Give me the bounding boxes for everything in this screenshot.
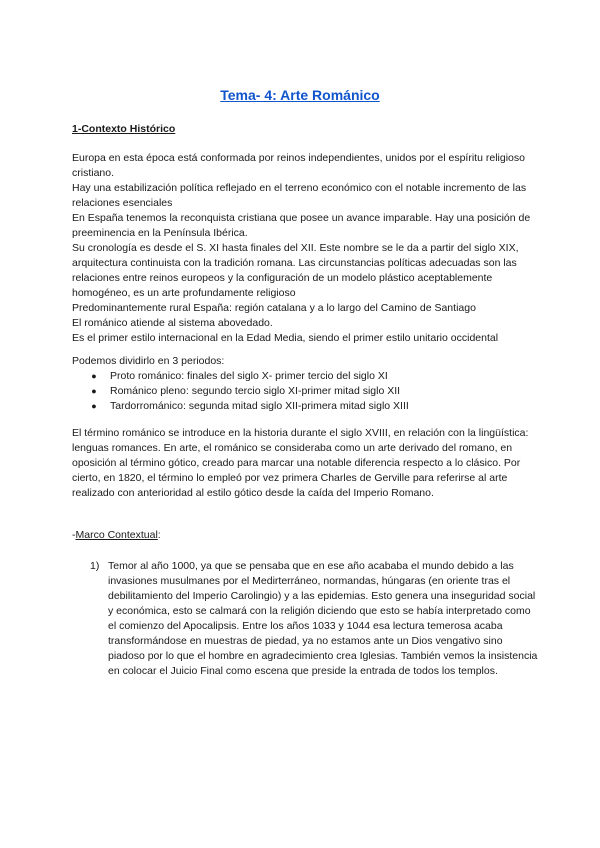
list-item <box>72 369 532 384</box>
marco-suffix: : <box>157 529 161 541</box>
marco-contextual-heading <box>72 529 161 541</box>
marco-heading-text: Marco Contextual <box>75 529 158 541</box>
marco-prefix: - <box>72 529 76 541</box>
periods-intro: Podemos dividirlo en 3 periodos: <box>72 355 225 367</box>
term-paragraph-block <box>72 426 532 501</box>
periods-section <box>72 354 532 414</box>
item-number: 1) <box>90 560 100 572</box>
list-item-text: Tardorrománico: segunda mitad siglo XII-primera mitad siglo XIII <box>110 400 409 412</box>
paragraph: Su cronología es desde el S. XI hasta finales del XII. Este nombre se le da a partir del siglo XIX, arquitectura continuista con la tradición romana. Las circunstancias políticas adecuadas son las relaciones entre reinos europeos y la configuración de un modelo plástico aceptablemente homogéneo, es un arte profundamente religioso <box>72 242 519 299</box>
paragraph: Predominantemente rural España: región catalana y a lo largo del Camino de Santiago <box>72 302 476 314</box>
bullet-icon: ● <box>91 386 97 396</box>
list-item-text: Proto románico: finales del siglo X- primer tercio del siglo XI <box>110 370 388 382</box>
paragraph: Hay una estabilización política reflejado en el terreno económico con el notable incremento de las relaciones esenciales <box>72 182 527 209</box>
numbered-item <box>90 559 538 679</box>
context-paragraphs <box>72 151 532 346</box>
paragraph: El románico atiende al sistema abovedado. <box>72 317 273 329</box>
list-item-text: Románico pleno: segundo tercio siglo XI-primer mitad siglo XII <box>110 385 401 397</box>
page-title: Tema- 4: Arte Románico <box>220 87 380 103</box>
paragraph: En España tenemos la reconquista cristiana que posee un avance imparable. Hay una posición de preeminencia en la Península Ibérica. <box>72 212 531 239</box>
paragraph: Es el primer estilo internacional en la Edad Media, siendo el primer estilo unitario occidental <box>72 332 499 344</box>
periods-list <box>72 369 532 414</box>
numbered-item-text: Temor al año 1000, ya que se pensaba que en ese año acababa el mundo debido a las invasiones musulmanes por el Medirterráneo, normandas, húngaras (en oriente tras el debilitamiento del Imperio Carolingio) y a las epidemias. Esto genera una inseguridad social y económica, esto se calmará con la religión diciendo que esto se había interpretado como el comienzo del Apocalipsis. Entre los años 1033 y 1044 esa lectura temerosa acaba transformándose en muestras de piedad, ya no estamos ante un Dios vengativo sino piadoso por lo que el hombre en agradecimiento crea Iglesias. También vemos la insistencia en colocar el Juicio Final como escena que preside la entrada de todos los templos. <box>108 560 538 677</box>
list-item <box>72 399 532 414</box>
bullet-icon: ● <box>91 401 97 411</box>
list-item <box>72 384 532 399</box>
paragraph: Europa en esta época está conformada por reinos independientes, unidos por el espíritu religioso cristiano. <box>72 152 525 179</box>
bullet-icon: ● <box>91 371 97 381</box>
paragraph: El término románico se introduce en la historia durante el siglo XVIII, en relación con la lingüística: lenguas romances. En arte, el románico se consideraba como un arte derivado del romano, en oposición al término gótico, creado para marcar una notable diferencia respecto a lo clásico. Por cierto, en 1820, el término lo empleó por vez primera Charles de Gerville para referirse al arte realizado con anterioridad al estilo gótico desde la caída del Imperio Romano. <box>72 427 529 499</box>
section-heading-contexto-historico: 1-Contexto Histórico <box>72 123 176 135</box>
